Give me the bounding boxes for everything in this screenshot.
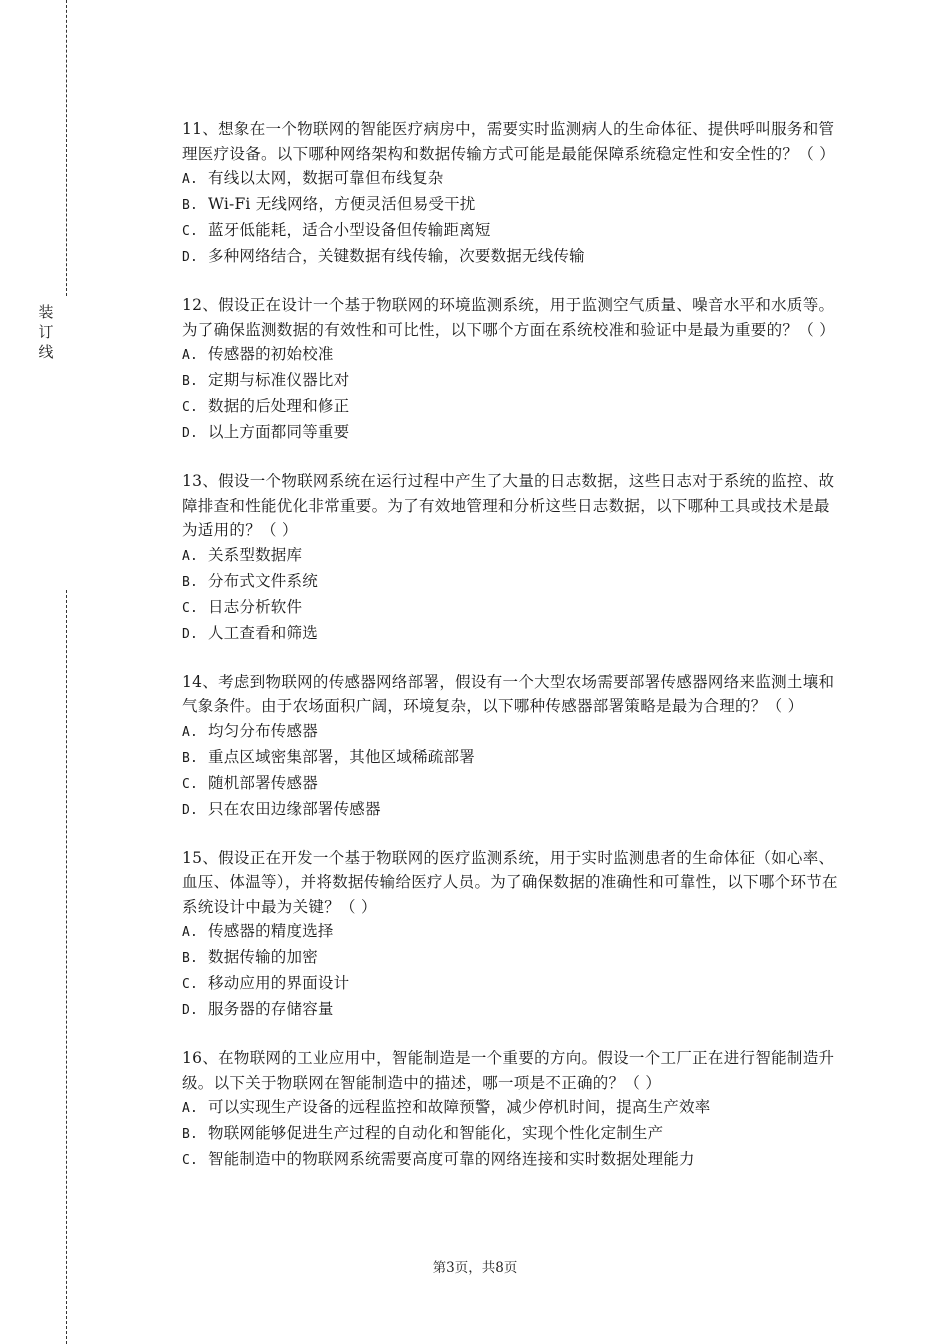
- option-key: B.: [182, 374, 199, 389]
- option-text: 数据传输的加密: [208, 948, 318, 966]
- question-stem: 16、在物联网的工业应用中，智能制造是一个重要的方向。假设一个工厂正在进行智能制造升级。以下关于物联网在智能制造中的描述，哪一项是不正确的？（ ）: [182, 1049, 835, 1092]
- question-12: [182, 293, 842, 446]
- option-a: [182, 543, 842, 569]
- option-key: C.: [182, 776, 199, 792]
- question-11: [182, 117, 842, 270]
- option-text: 多种网络结合，关键数据有线传输，次要数据无线传输: [208, 247, 585, 265]
- option-list: [182, 719, 842, 823]
- option-key: C.: [182, 977, 199, 992]
- option-key: A.: [182, 1101, 199, 1116]
- option-text: 可以实现生产设备的远程监控和故障预警，减少停机时间，提高生产效率: [208, 1098, 711, 1116]
- option-text: 传感器的精度选择: [208, 922, 334, 940]
- option-text: 均匀分布传感器: [208, 721, 318, 740]
- option-text: 重点区域密集部署，其他区域稀疏部署: [208, 747, 475, 766]
- option-key: A.: [182, 925, 199, 940]
- option-d: [182, 997, 842, 1023]
- option-key: D.: [182, 1003, 199, 1018]
- option-b: [182, 745, 842, 771]
- option-text: 服务器的存储容量: [208, 1000, 334, 1018]
- option-a: [182, 342, 842, 368]
- option-key: B.: [182, 1127, 199, 1142]
- option-text: 分布式文件系统: [208, 571, 318, 590]
- option-list: [182, 919, 842, 1023]
- question-14: [182, 670, 842, 823]
- option-key: B.: [182, 750, 199, 766]
- option-list: [182, 342, 842, 446]
- option-b: [182, 1121, 842, 1147]
- option-key: B.: [182, 574, 199, 590]
- option-c: [182, 771, 842, 797]
- option-key: D.: [182, 626, 199, 642]
- binding-char: 订: [38, 323, 54, 341]
- option-list: [182, 1095, 842, 1173]
- option-d: [182, 797, 842, 823]
- option-key: A.: [182, 172, 199, 187]
- option-c: [182, 218, 842, 244]
- option-list: [182, 166, 842, 270]
- question-stem: 15、假设正在开发一个基于物联网的医疗监测系统，用于实时监测患者的生命体征（如心率、血压、体温等），并将数据传输给医疗人员。为了确保数据的准确性和可靠性，以下哪个环节在系统设计中最为关键？（ ）: [182, 848, 838, 916]
- binding-char: 线: [38, 343, 54, 361]
- option-text: 蓝牙低能耗，适合小型设备但传输距离短: [208, 221, 491, 239]
- option-text: 物联网能够促进生产过程的自动化和智能化，实现个性化定制生产: [208, 1124, 664, 1142]
- option-b: [182, 368, 842, 394]
- option-b: [182, 945, 842, 971]
- page-footer: 第3页，共8页: [432, 1260, 518, 1276]
- option-key: D.: [182, 250, 199, 265]
- option-b: [182, 192, 842, 218]
- question-stem: 14、考虑到物联网的传感器网络部署，假设有一个大型农场需要部署传感器网络来监测土壤和气象条件。由于农场面积广阔，环境复杂，以下哪种传感器部署策略是最为合理的？（ ）: [182, 672, 835, 715]
- option-b: [182, 569, 842, 595]
- option-text: 以上方面都同等重要: [208, 423, 350, 441]
- option-c: [182, 394, 842, 420]
- option-c: [182, 595, 842, 621]
- question-list: [182, 117, 842, 1196]
- option-text: 日志分析软件: [208, 597, 303, 616]
- question-15: [182, 846, 842, 1024]
- option-text: 移动应用的界面设计: [208, 974, 350, 992]
- binding-line-bottom: [66, 590, 67, 1344]
- option-text: 有线以太网，数据可靠但布线复杂: [208, 169, 444, 187]
- option-key: B.: [182, 951, 199, 966]
- option-key: A.: [182, 348, 199, 363]
- question-stem: 12、假设正在设计一个基于物联网的环境监测系统，用于监测空气质量、噪音水平和水质等。为了确保监测数据的有效性和可比性，以下哪个方面在系统校准和验证中是最为重要的？（ ）: [182, 296, 836, 339]
- option-key: D.: [182, 426, 199, 441]
- option-text: Wi-Fi 无线网络，方便灵活但易受干扰: [208, 195, 476, 213]
- question-13: [182, 469, 842, 647]
- option-text: 关系型数据库: [208, 545, 303, 564]
- option-a: [182, 919, 842, 945]
- option-d: [182, 244, 842, 270]
- option-text: 智能制造中的物联网系统需要高度可靠的网络连接和实时数据处理能力: [208, 1150, 695, 1168]
- question-stem: 11、想象在一个物联网的智能医疗病房中，需要实时监测病人的生命体征、提供呼叫服务和管理医疗设备。以下哪种网络架构和数据传输方式可能是最能保障系统稳定性和安全性的？（ ）: [182, 120, 836, 163]
- option-text: 随机部署传感器: [208, 773, 318, 792]
- option-c: [182, 971, 842, 997]
- option-text: 数据的后处理和修正: [208, 397, 350, 415]
- option-key: C.: [182, 224, 199, 239]
- option-a: [182, 719, 842, 745]
- option-key: B.: [182, 198, 199, 213]
- option-text: 定期与标准仪器比对: [208, 371, 350, 389]
- option-a: [182, 166, 842, 192]
- option-key: D.: [182, 802, 199, 818]
- option-text: 传感器的初始校准: [208, 345, 334, 363]
- option-c: [182, 1147, 842, 1173]
- option-key: A.: [182, 724, 199, 740]
- option-a: [182, 1095, 842, 1121]
- option-key: C.: [182, 600, 199, 616]
- option-key: A.: [182, 548, 199, 564]
- option-key: C.: [182, 1153, 199, 1168]
- binding-label: [36, 302, 56, 362]
- question-16: [182, 1046, 842, 1173]
- option-d: [182, 621, 842, 647]
- binding-line-top: [66, 0, 67, 296]
- option-text: 只在农田边缘部署传感器: [208, 799, 381, 818]
- option-key: C.: [182, 400, 199, 415]
- option-list: [182, 543, 842, 647]
- question-stem: 13、假设一个物联网系统在运行过程中产生了大量的日志数据，这些日志对于系统的监控、故障排查和性能优化非常重要。为了有效地管理和分析这些日志数据，以下哪种工具或技术是最为适用的？（ ）: [182, 472, 835, 539]
- binding-char: 装: [38, 303, 54, 321]
- option-d: [182, 420, 842, 446]
- option-text: 人工查看和筛选: [208, 623, 318, 642]
